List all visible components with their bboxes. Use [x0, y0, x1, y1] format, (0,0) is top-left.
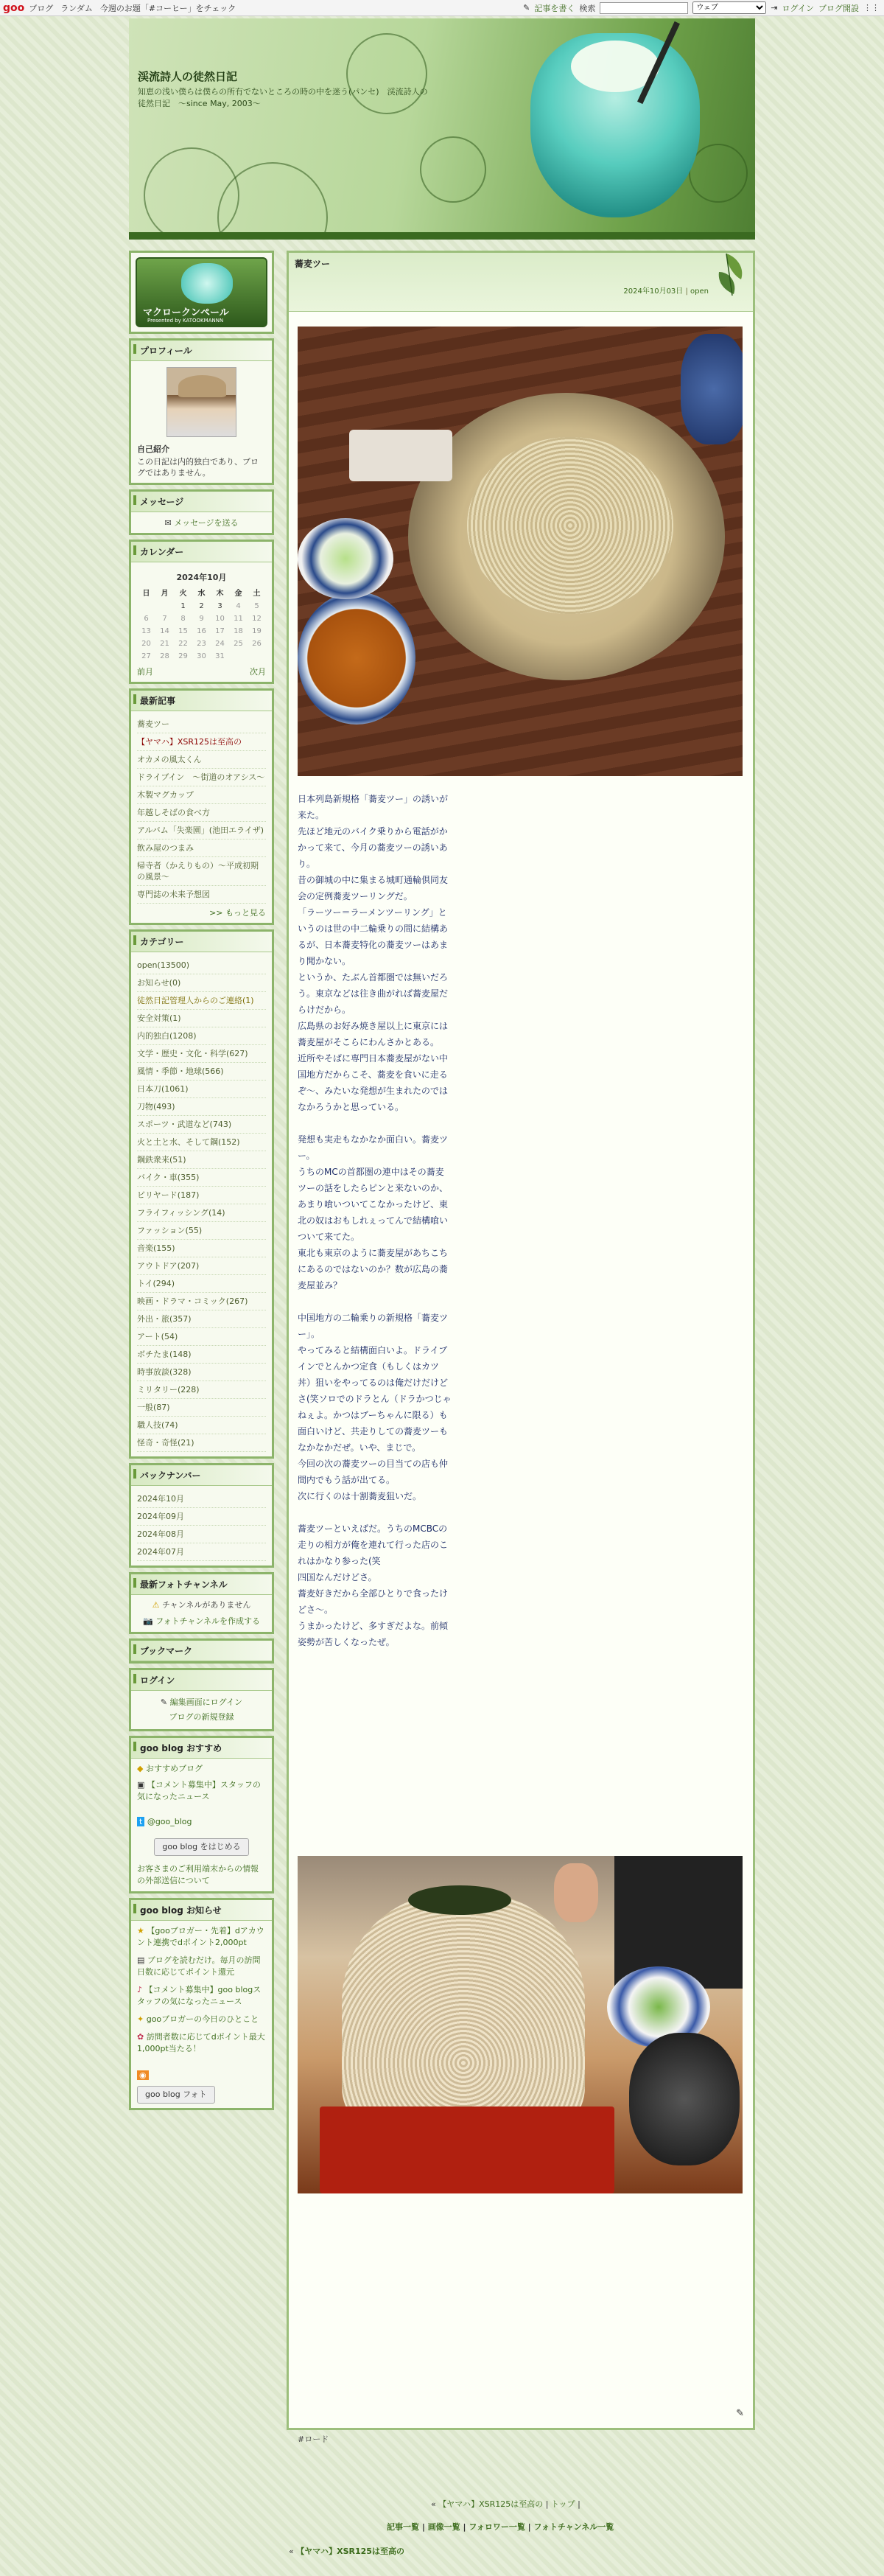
calendar-day: 13: [141, 627, 151, 635]
category-link[interactable]: 時事放談(328): [137, 1367, 192, 1377]
list-item: [137, 992, 266, 1010]
sidebar: [129, 251, 274, 2115]
list-item: [137, 1328, 266, 1346]
category-link[interactable]: アウトドア(207): [137, 1261, 200, 1271]
list-item: [137, 1275, 266, 1293]
calendar-day: 17: [215, 627, 225, 635]
calendar-day: 26: [252, 640, 262, 648]
recent-entry-link[interactable]: 帰寺者（かえりもの）～平成初期の風景～: [137, 861, 259, 882]
category-link[interactable]: 職人技(74): [137, 1420, 178, 1430]
banner-glass-icon: [181, 263, 233, 304]
category-link[interactable]: トイ(294): [137, 1279, 175, 1288]
blog-header: [129, 18, 755, 240]
banner-text: マクロークンペール: [143, 307, 229, 318]
calendar-week: [137, 600, 266, 612]
entry-header: [289, 253, 753, 312]
weekday: 日: [142, 590, 150, 598]
leaf-icon: [704, 250, 747, 301]
calendar-day: 19: [252, 627, 262, 635]
macro-banner-image[interactable]: [136, 257, 267, 327]
category-box: [129, 929, 274, 1459]
prev-month-link[interactable]: 前月: [137, 667, 153, 677]
lace-circle-decor: [689, 144, 748, 203]
backnumber-box: [129, 1463, 274, 1568]
notice-link[interactable]: 【コメント募集中】goo blogスタッフの気になったニュース: [137, 1985, 262, 2006]
list-item: [137, 1134, 266, 1151]
recent-entry-link[interactable]: 木製マグカップ: [137, 790, 194, 800]
calendar-day-link[interactable]: 3: [217, 602, 222, 610]
entry-paragraph: 日本列島新規格「蕎麦ツー」の誘いが来た。 先ほど地元のバイク乗りから電話がかかって来て、今月の蕎麦ツーの誘いあり。 昔の御城の中に集まる城町通輪倶同友会の定例蕎麦ツーリングだ。 「ラーツー＝ラーメンツーリング」というのは世の中二輪乗りの間に結構あるが、日本蕎麦特化の蕎麦ツーはあまり聞かない。 というか、たぶん首都圏では無いだろう。東京などは往き曲がれば蕎麦屋だらけだから。 広島県のお好み焼き屋以上に東京には蕎麦屋がそこらにわんさかとある。 近所やそばに専門日本蕎麦屋がない中国地方だからこそ、蕎麦を食いに走るぞ〜、みたいな発想が生まれたのではなかろうかと思っている。: [298, 794, 449, 1112]
calendar-day: 15: [178, 627, 188, 635]
side-dish: [349, 430, 452, 481]
category-link[interactable]: 安全対策(1): [137, 1013, 181, 1023]
calendar-day: 5: [254, 602, 259, 610]
list-item: [137, 769, 266, 786]
calendar-day: 22: [178, 640, 188, 648]
calendar-day: 14: [160, 627, 169, 635]
topbar-link-odai[interactable]: 今週のお題「#コーヒー」をチェック: [99, 3, 236, 13]
dipping-sauce-cup: [298, 592, 415, 725]
category-link[interactable]: 鋼鉄衆来(51): [137, 1155, 186, 1165]
lace-circle-decor: [420, 136, 486, 203]
calendar-day: [174, 600, 192, 612]
calendar-day: [211, 600, 229, 612]
flower-icon: ✿: [137, 2032, 144, 2042]
login-heading: ログイン: [131, 1670, 272, 1691]
calendar-week: [137, 650, 266, 663]
notice-heading: goo blog お知らせ: [131, 1900, 272, 1921]
entry-title: 蕎麦ツー: [295, 259, 331, 269]
weekday: 火: [179, 590, 187, 598]
list-item: [137, 733, 266, 751]
message-heading: メッセージ: [131, 492, 272, 512]
calendar-weekdays: [137, 584, 266, 600]
category-link[interactable]: ミリタリー(228): [137, 1385, 200, 1395]
list-item: [137, 1526, 266, 1543]
category-link[interactable]: 外出・旅(357): [137, 1314, 192, 1324]
calendar-week: [137, 638, 266, 650]
pen-icon: ✎: [160, 1697, 168, 1707]
nori-topping: [408, 1885, 511, 1915]
calendar-day: 18: [234, 627, 243, 635]
avatar[interactable]: [166, 367, 236, 437]
recent-entry-link[interactable]: 蕎麦ツー: [137, 719, 169, 729]
list-item: [137, 751, 266, 769]
list-item: [137, 1098, 266, 1116]
list-item: [137, 1381, 266, 1399]
calendar-day: [248, 650, 266, 663]
star-icon: ★: [137, 1926, 144, 1936]
recent-entry-link[interactable]: ドライブイン ～街道のオアシス～: [137, 772, 265, 782]
no-channel-text: チャンネルがありません: [162, 1600, 251, 1610]
list-item: [137, 1399, 266, 1417]
entry-body: [298, 791, 452, 1650]
editor-login-link[interactable]: 編集画面にログイン: [169, 1697, 243, 1707]
calendar-table: [137, 570, 266, 663]
banner-box: [129, 251, 274, 334]
list-item: [137, 1081, 266, 1098]
soba-noodles: [467, 437, 673, 614]
profile-box: [129, 338, 274, 485]
list-item: [137, 840, 266, 857]
topbar-right: [523, 1, 880, 14]
condiment-bowl: [298, 518, 393, 599]
list-item: [137, 1490, 266, 1508]
calendar-day: [137, 600, 155, 612]
next-month-link[interactable]: 次月: [250, 667, 266, 677]
list-item: [137, 974, 266, 992]
prev-entry-link[interactable]: 【ヤマハ】XSR125は至高の: [438, 2499, 544, 2509]
list-item: [137, 1508, 266, 1526]
calendar-day: [155, 600, 174, 612]
category-link[interactable]: 文学・歴史・文化・科学(627): [137, 1049, 248, 1058]
login-icon: ⇥: [771, 3, 778, 13]
list-links: 記事一覧 | 画像一覧 | フォロワー一覧 | フォトチャンネル一覧: [387, 2522, 614, 2532]
category-link[interactable]: 映画・ドラマ・コミック(267): [137, 1296, 248, 1306]
entry-date-link[interactable]: 2024年10月03日: [623, 287, 684, 296]
weekday: 土: [253, 590, 261, 598]
category-link[interactable]: ビリヤード(187): [137, 1190, 200, 1200]
prev-entry-bottom-link[interactable]: 【ヤマハ】XSR125は至高の: [296, 2547, 404, 2556]
calendar-day-link[interactable]: 2: [199, 602, 204, 610]
backnumber-list: [137, 1490, 266, 1561]
list-item: [137, 804, 266, 822]
create-photo-channel-link[interactable]: フォトチャンネルを作成する: [155, 1616, 260, 1626]
comment-icon: ▣: [137, 1780, 145, 1790]
cream-soda-glass-image: [530, 33, 700, 217]
twitter-icon: t: [137, 1817, 144, 1826]
warning-icon: ⚠: [152, 1600, 160, 1610]
banner-subtext: Presented by KATOOKMANNN: [147, 318, 224, 324]
list-item: [137, 1346, 266, 1364]
list-item: [137, 1204, 266, 1222]
list-item: [137, 1310, 266, 1328]
category-link[interactable]: フライフィッシング(14): [137, 1208, 225, 1218]
list-item: [137, 857, 266, 886]
image-list-link[interactable]: 画像一覧: [427, 2522, 460, 2532]
calendar-box: [129, 540, 274, 684]
calendar-day: [229, 650, 248, 663]
calendar-day: 6: [144, 615, 149, 623]
weekday: 月: [161, 590, 169, 598]
recent-entry-link[interactable]: オカメの風太くん: [137, 755, 202, 764]
send-message-link[interactable]: メッセージを送る: [174, 518, 239, 528]
thumbs-up-hand: [554, 1863, 598, 1922]
calendar-week: [137, 612, 266, 625]
calendar-day: 25: [234, 640, 243, 648]
sauce-pot: [681, 334, 743, 444]
login-box: [129, 1668, 274, 1731]
entry-tag[interactable]: #ロード: [298, 2434, 329, 2444]
external-transmission-link[interactable]: お客さまのご利用端末からの情報の外部送信について: [137, 1864, 259, 1885]
list-item: [137, 1417, 266, 1434]
search-scope-select[interactable]: [692, 1, 766, 14]
calendar-day: 20: [141, 640, 151, 648]
sparkle-icon: ✦: [137, 2014, 144, 2024]
entry-paragraph: 発想も実走もなかなか面白い。蕎麦ツー。 うちのMCの首都圏の連中はその蕎麦ツーの話をしたらピンと来ないのか、あまり喰いついてこなかったけど、東北の奴はおもしれぇってんで結構喰いついて来てた。 東北も東京のように蕎麦屋があちこちにあるのではないのか？数が広島の蕎麦屋並み？: [298, 1134, 449, 1291]
list-item: [137, 1045, 266, 1063]
calendar-day: 7: [162, 615, 167, 623]
calendar-day: 12: [252, 615, 262, 623]
list-item: [137, 716, 266, 733]
list-item: [137, 1169, 266, 1187]
backnumber-link[interactable]: 2024年10月: [137, 1494, 184, 1504]
list-item: [137, 1151, 266, 1169]
note-icon: ♪: [137, 1985, 143, 1994]
category-link[interactable]: 風情・季節・地球(566): [137, 1067, 224, 1076]
weekday: 水: [197, 590, 206, 598]
backnumber-link[interactable]: 2024年08月: [137, 1529, 184, 1539]
notice-link[interactable]: 訪問者数に応じてdポイント最大1,000pt当たる！: [137, 2032, 265, 2053]
category-link[interactable]: 怪奇・奇怪(21): [137, 1438, 194, 1448]
calendar-day: 8: [180, 615, 186, 623]
topbar-link-random[interactable]: ランダム: [60, 3, 93, 13]
article-list-link[interactable]: 記事一覧: [387, 2522, 419, 2532]
register-blog-link[interactable]: ブログの新規登録: [169, 1712, 234, 1722]
hat-icon: [178, 375, 226, 397]
recent-entry-link[interactable]: アルバム「失楽園」(池田エライザ): [137, 825, 264, 835]
recommend-link[interactable]: おすすめブログ: [145, 1764, 203, 1773]
list-item: [137, 1293, 266, 1310]
search-label: 検索: [579, 3, 596, 13]
soba-photo-2[interactable]: [298, 1856, 743, 2193]
profile-heading: プロフィール: [131, 341, 272, 361]
soba-photo-1[interactable]: [298, 327, 743, 776]
list-item: [137, 1010, 266, 1027]
goo-logo[interactable]: goo: [3, 1, 25, 14]
message-box: [129, 489, 274, 535]
photo-channel-list-link[interactable]: フォトチャンネル一覧: [533, 2522, 614, 2532]
recent-entries-list: [137, 716, 266, 904]
recommend-heading: goo blog おすすめ: [131, 1738, 272, 1759]
calendar-day: 9: [199, 615, 204, 623]
start-blog-button[interactable]: goo blog をはじめる: [154, 1838, 248, 1856]
sauce-pot: [629, 2033, 740, 2165]
calendar-day: 28: [160, 652, 169, 660]
calendar-day: 30: [197, 652, 206, 660]
list-item: [137, 886, 266, 904]
calendar-week: [137, 625, 266, 638]
category-link[interactable]: バイク・車(355): [137, 1173, 200, 1182]
list-item: [137, 1222, 266, 1240]
goo-photo-button[interactable]: goo blog フォト: [137, 2086, 215, 2104]
calendar-day: 11: [234, 615, 243, 623]
login-link[interactable]: ログイン: [782, 3, 814, 13]
entry-paragraph: 中国地方の二輪乗りの新規格「蕎麦ツー」。 やってみると結構面白いよ。ドライブインでとんかつ定食（もしくはカツ丼）狙いをやってるのは俺だけだけどさ(笑ソロでのドラとん（ドラかつじゃねぇよ。かつはブーちゃんに限る）も面白いけど、共走りしての蕎麦ツーもなかなかだぜ。いや、まじで。 今回の次の蕎麦ツーの目当ての店も仲間内でもう話が出てる。 次に行くのは十割蕎麦狙いだ。: [298, 1313, 452, 1501]
blog-title[interactable]: 渓流詩人の徒然日記: [138, 70, 238, 83]
search-input[interactable]: [600, 2, 688, 14]
category-link[interactable]: open(13500): [137, 960, 190, 970]
list-item: [137, 1240, 266, 1257]
self-intro-heading: 自己紹介: [137, 444, 169, 454]
notice-link[interactable]: ブログを読むだけ。毎月の訪問日数に応じてポイント還元: [137, 1955, 261, 1977]
soba-mountain: [342, 1893, 585, 2136]
calendar-day: 21: [160, 640, 169, 648]
red-lacquer-tray: [320, 2106, 614, 2193]
blog-description: 知恵の浅い僕らは僕らの所有でないところの時の中を迷う(パンセ) 渓流詩人の徒然日記 ～since May, 2003～: [138, 87, 428, 108]
blog-icon: ◆: [137, 1764, 144, 1773]
calendar-day: 16: [197, 627, 206, 635]
weekday: 金: [234, 590, 242, 598]
category-link[interactable]: 一般(87): [137, 1403, 170, 1412]
list-item: [137, 1543, 266, 1561]
list-item: [137, 786, 266, 804]
category-link[interactable]: 日本刀(1061): [137, 1084, 189, 1094]
notice-box: [129, 1898, 274, 2110]
calendar-day: 10: [215, 615, 225, 623]
calendar-day: 31: [215, 652, 225, 660]
weekday: 木: [216, 590, 224, 598]
recent-entry-link[interactable]: 飲み屋のつまみ: [137, 843, 194, 853]
category-link[interactable]: 火と土と水、そして鋼(152): [137, 1137, 240, 1147]
category-list: [137, 957, 266, 1452]
follower-list-link[interactable]: フォロワー一覧: [469, 2522, 525, 2532]
envelope-icon: ✉: [164, 518, 172, 528]
entry-meta: 2024年10月03日 | open: [623, 287, 709, 296]
category-link[interactable]: ボチたま(148): [137, 1350, 192, 1359]
recent-entry-link[interactable]: 専門誌の未来予想図: [137, 890, 210, 899]
list-item: [137, 1027, 266, 1045]
recent-entries-box: [129, 688, 274, 925]
calendar-day-link[interactable]: 1: [180, 602, 186, 610]
list-item: [137, 1187, 266, 1204]
category-heading: カテゴリー: [131, 932, 272, 952]
write-article-link[interactable]: 記事を書く: [534, 3, 575, 13]
category-link[interactable]: 徒然日記管理人からのご連絡(1): [137, 996, 254, 1005]
list-item: [137, 1364, 266, 1381]
category-link[interactable]: アート(54): [137, 1332, 178, 1341]
person-jacket: [614, 1856, 743, 1989]
twitter-link[interactable]: @goo_blog: [147, 1817, 192, 1826]
list-item: [137, 957, 266, 974]
list-item: [137, 1434, 266, 1452]
main-entry: [287, 251, 755, 2444]
calendar-day: 24: [215, 640, 225, 648]
list-item: [137, 1257, 266, 1275]
goo-top-bar: [0, 0, 884, 16]
edit-pen-icon[interactable]: ✎: [736, 2408, 744, 2419]
calendar-heading: カレンダー: [131, 542, 272, 562]
entry-nav: « 【ヤマハ】XSR125は至高の | トップ |: [431, 2499, 580, 2509]
category-link[interactable]: 刀物(493): [137, 1102, 175, 1111]
calendar-nav: [137, 666, 266, 677]
grid-menu-icon[interactable]: ⋮⋮: [863, 3, 880, 13]
category-link[interactable]: 音楽(155): [137, 1243, 175, 1253]
category-link[interactable]: お知らせ(0): [137, 978, 181, 988]
notice-link[interactable]: 【gooブロガー・先着】dアカウント連携でdポイント2,000pt: [137, 1926, 264, 1947]
calendar-day: 27: [141, 652, 151, 660]
calendar-month: 2024年10月: [176, 573, 227, 582]
top-link[interactable]: トップ: [550, 2499, 575, 2509]
photo-channel-box: [129, 1572, 274, 1634]
calendar-day: 4: [236, 602, 241, 610]
calendar-day: 23: [197, 640, 206, 648]
bookmark-box: [129, 1638, 274, 1664]
recent-entries-heading: 最新記事: [131, 691, 272, 711]
pen-icon: ✎: [523, 3, 530, 13]
entry-category-link[interactable]: open: [690, 287, 709, 296]
backnumber-link[interactable]: 2024年09月: [137, 1512, 184, 1521]
bookmark-heading: ブックマーク: [131, 1641, 272, 1661]
topbar-link-blog[interactable]: ブログ: [29, 3, 54, 13]
photo-channel-heading: 最新フォトチャンネル: [131, 1574, 272, 1595]
category-link[interactable]: 内的独白(1208): [137, 1031, 197, 1041]
camera-icon: 📷: [143, 1616, 153, 1626]
notice-link[interactable]: gooブロガーの今日のひとこと: [146, 2014, 259, 2024]
more-entries-link[interactable]: >> もっと見る: [209, 908, 266, 918]
category-link[interactable]: ファッション(55): [137, 1226, 203, 1235]
list-item: [137, 1116, 266, 1134]
calendar-day: [192, 600, 211, 612]
list-item: [137, 822, 266, 840]
bottom-prev-nav: « 【ヤマハ】XSR125は至高の: [289, 2547, 404, 2556]
category-link[interactable]: スポーツ・武道など(743): [137, 1120, 232, 1129]
calendar-day: 29: [178, 652, 188, 660]
gift-icon: ▤: [137, 1955, 145, 1965]
recommend-box: [129, 1736, 274, 1893]
rss-icon[interactable]: ◉: [137, 2070, 149, 2080]
self-intro-text: この日記は内的独白であり、ブログではありません。: [137, 457, 259, 478]
open-blog-link[interactable]: ブログ開設: [818, 3, 859, 13]
entry-paragraph: 蕎麦ツーといえばだ。うちのMCBCの走りの相方が俺を連れて行った店のこれはかなり参った(笑 四国なんだけどさ。 蕎麦好きだから全部ひとりで食ったけどさ〜。 うまかったけど、多すぎだよな。前傾姿勢が苦しくなったぜ。: [298, 1523, 449, 1647]
backnumber-link[interactable]: 2024年07月: [137, 1547, 184, 1557]
recommend-link[interactable]: 【コメント募集中】スタッフの気になったニュース: [137, 1780, 261, 1801]
recent-entry-link[interactable]: 【ヤマハ】XSR125は至高の: [137, 737, 242, 747]
list-item: [137, 1063, 266, 1081]
backnumber-heading: バックナンバー: [131, 1465, 272, 1486]
recent-entry-link[interactable]: 年越しそばの食べ方: [137, 808, 210, 817]
